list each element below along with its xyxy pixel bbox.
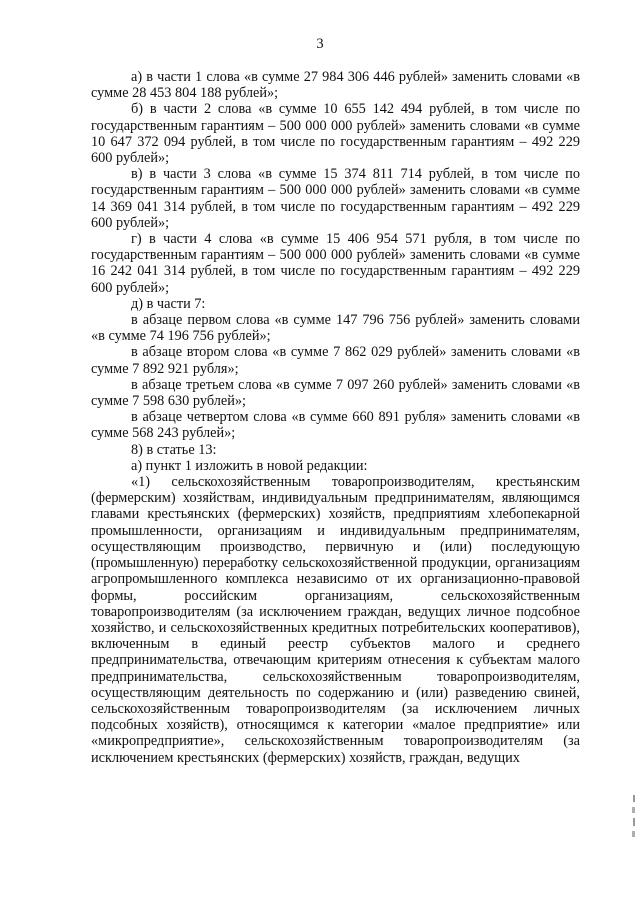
paragraph-part-1: а) в части 1 слова «в сумме 27 984 306 446 рублей» заменить словами «в сумме 28 453 804 188 рублей»;	[91, 69, 580, 102]
paragraph-point-1-text: «1) сельскохозяйственным товаропроизводителям, крестьянским (фермерским) хозяйствам, индивидуальным предпринимателям, являющимся главами крестьянских (фермерских) хозяйств, предприятиям хлебопекарной промышленности, организациям и индивидуальным предпринимателям, осуществляющим производство, первичную и (или) последующую (промышленную) переработку сельскохозяйственной продукции, организациям агропромышленного комплекса независимо от их организационно-правовой формы, российским организациям, сельскохозяйственным товаропроизводителям (за исключением граждан, ведущих личное подсобное хозяйство, и сельскохозяйственных кредитных потребительских кооперативов), включенным в единый реестр субъектов малого и среднего предпринимательства, отвечающим критериям отнесения к субъектам малого предпринимательства, сельскохозяйственным товаропроизводителям, осуществляющим деятельность по содержанию и (или) разведению свиней, сельскохозяйственным товаропроизводителям (за исключением личных подсобных хозяйств), относящимся к категории «малое предприятие» или «микропредприятие», сельскохозяйственным товаропроизводителям (за исключением крестьянских (фермерских) хозяйств, граждан, ведущих	[91, 474, 580, 766]
paragraph-article-13: 8) в статье 13:	[131, 441, 217, 458]
scan-edge-mark	[630, 795, 638, 841]
document-body	[91, 69, 580, 766]
paragraph-part-2: б) в части 2 слова «в сумме 10 655 142 494 рублей, в том числе по государственным гарантиям – 500 000 000 рублей» заменить словами «в сумме 10 647 372 094 рублей, в том числе по государственным гарантиям – 492 229 600 рублей»;	[91, 101, 580, 167]
page-number: 3	[316, 36, 324, 52]
paragraph-subparagraph-4: в абзаце четвертом слова «в сумме 660 891 рубля» заменить словами «в сумме 568 243 рублей»;	[91, 409, 580, 442]
paragraph-part-3: в) в части 3 слова «в сумме 15 374 811 714 рублей, в том числе по государственным гарантиям – 500 000 000 рублей» заменить словами «в сумме 14 369 041 314 рублей, в том числе по государственным гарантиям – 492 229 600 рублей»;	[91, 166, 580, 231]
paragraph-subparagraph-3: в абзаце третьем слова «в сумме 7 097 260 рублей» заменить словами «в сумме 7 598 630 рублей»;	[91, 376, 580, 410]
paragraph-subparagraph-1: в абзаце первом слова «в сумме 147 796 756 рублей» заменить словами «в сумме 74 196 756 рублей»;	[91, 312, 580, 345]
paragraph-part-7-heading: д) в части 7:	[131, 295, 206, 312]
paragraph-point-1-intro: а) пункт 1 изложить в новой редакции:	[131, 457, 368, 474]
paragraph-subparagraph-2: в абзаце втором слова «в сумме 7 862 029 рублей» заменить словами «в сумме 7 892 921 рубля»;	[91, 344, 580, 377]
paragraph-part-4: г) в части 4 слова «в сумме 15 406 954 571 рубля, в том числе по государственным гарантиям – 500 000 000 рублей» заменить словами «в сумме 16 242 041 314 рублей, в том числе по государственным гарантиям – 492 229 600 рублей»;	[91, 231, 580, 296]
